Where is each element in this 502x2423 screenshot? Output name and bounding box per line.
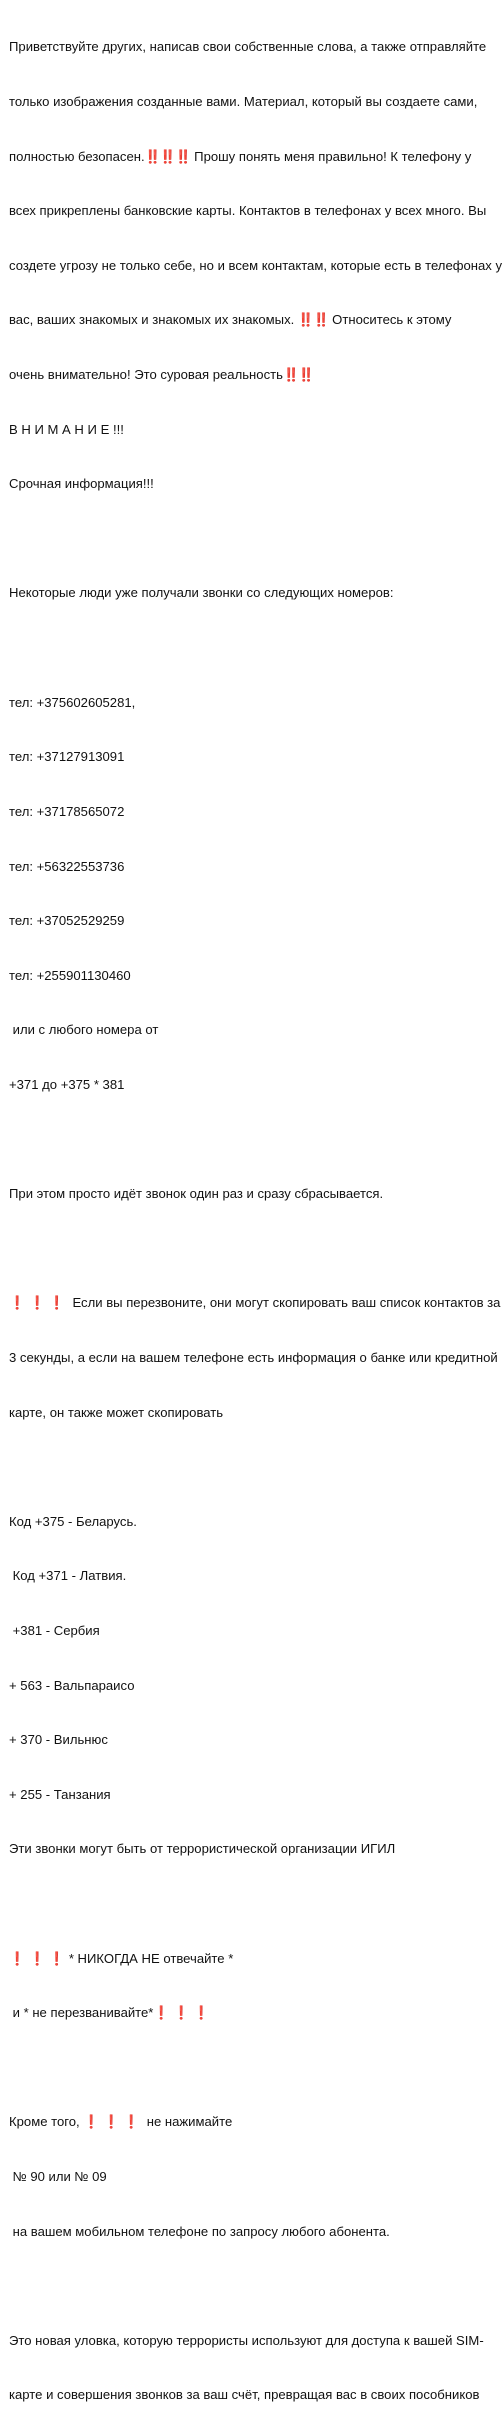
text-line: В Н И М А Н И Е !!! [9, 421, 124, 437]
text-segment: * НИКОГДА НЕ отвечайте * [65, 1950, 234, 1966]
phone-number: тел: +375602605281, [9, 694, 136, 710]
phone-number: тел: +37052529259 [9, 913, 125, 929]
text-line: только изображения созданные вами. Материал, который вы создаете сами, [9, 94, 478, 110]
text-line: Приветствуйте других, написав свои собственные слова, а также отправляйте [9, 39, 487, 55]
exclamation-icon: ❗ ❗ ❗ [83, 2114, 140, 2130]
text-line: При этом просто идёт звонок один раз и сразу сбрасывается. [9, 1186, 384, 1202]
country-code: Код +371 - Латвия. [9, 1568, 127, 1584]
text-line: или с любого номера от [9, 1022, 159, 1038]
phone-number: тел: +37178565072 [9, 803, 125, 819]
text-line [9, 1294, 501, 1312]
text-segment: очень внимательно! Это суровая реальность [9, 367, 283, 383]
text-segment: и * не перезванивайте* [9, 2005, 154, 2021]
country-code: + 563 - Вальпараисо [9, 1677, 135, 1693]
text-line [9, 2004, 473, 2022]
double-exclamation-icon: ‼️‼️ [282, 367, 314, 383]
country-code: + 370 - Вильнюс [9, 1732, 108, 1748]
text-line: Эти звонки могут быть от террористической организации ИГИЛ [9, 1841, 396, 1857]
text-line: Некоторые люди уже получали звонки со следующих номеров: [9, 585, 394, 601]
double-exclamation-icon: ‼️‼️ [297, 312, 329, 328]
text-line: создете угрозу не только себе, но и всем контактам, которые есть в телефонах у [9, 257, 502, 273]
text-line [9, 1950, 473, 1968]
phone-number: тел: +56322553736 [9, 858, 125, 874]
text-line: Срочная информация!!! [9, 476, 154, 492]
country-code: +381 - Сербия [9, 1623, 100, 1638]
country-code: Код +375 - Беларусь. [9, 1513, 137, 1529]
exclamation-icon: ❗ ❗ ❗ [9, 1295, 66, 1311]
text-line: карте и совершения звонков за ваш счёт, превращая вас в своих пособников [9, 2387, 480, 2403]
text-line: Это новая уловка, которую террористы используют для доступа к вашей SIM- [9, 2332, 484, 2348]
phone-number: тел: +37127913091 [9, 749, 125, 765]
phone-number: тел: +255901130460 [9, 967, 131, 983]
text-line [9, 366, 473, 384]
text-line [9, 2113, 473, 2131]
text-segment: Если вы перезвоните, они могут скопировать ваш список контактов за [65, 1295, 501, 1311]
text-segment: не нажимайте [139, 2114, 233, 2130]
text-line: +371 до +375 * 381 [9, 1076, 125, 1092]
double-exclamation-icon: ‼️‼️‼️ [144, 148, 191, 164]
text-segment: Кроме того, [9, 2114, 84, 2130]
text-line: карте, он также может скопировать [9, 1404, 224, 1420]
text-line: всех прикреплены банковские карты. Контактов в телефонах у всех много. Вы [9, 203, 487, 219]
text-line: на вашем мобильном телефоне по запросу любого абонента. [9, 2223, 390, 2239]
text-line: 3 секунды, а если на вашем телефоне есть информация о банке или кредитной [9, 1349, 498, 1365]
text-line [9, 311, 473, 329]
text-segment: вас, ваших знакомых и знакомых их знакомых. [9, 312, 298, 328]
country-code: + 255 - Танзания [9, 1786, 111, 1802]
text-line [9, 148, 473, 166]
text-segment: Относитесь к этому [328, 312, 452, 328]
exclamation-icon: ❗ ❗ ❗ [9, 1950, 66, 1966]
exclamation-icon: ❗ ❗ ❗ [153, 2005, 210, 2021]
text-segment: Прошу понять меня правильно! К телефону у [190, 148, 472, 164]
text-line: № 90 или № 09 [9, 2169, 107, 2185]
text-segment: полностью безопасен. [9, 148, 145, 164]
